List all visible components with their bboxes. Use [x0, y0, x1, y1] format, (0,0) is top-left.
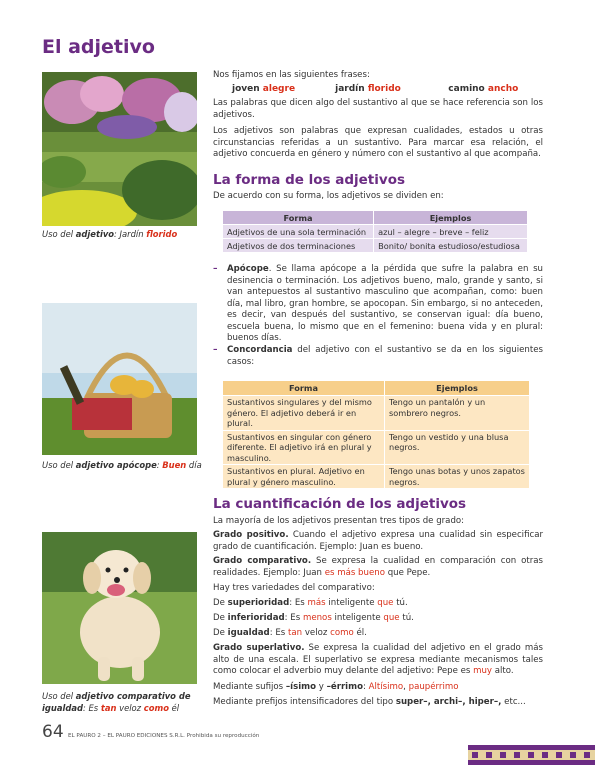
- grado-positivo: Grado positivo. Cuando el adjetivo expresa una cualidad sin especificar grado de cuantificación. Ejemplo: Juan es bueno.: [213, 530, 544, 552]
- intro-examples: [232, 84, 542, 94]
- example-3: camino ancho: [448, 84, 519, 94]
- comparativo-inferioridad: De inferioridad: Es menos inteligente que tú.: [213, 613, 414, 623]
- table-row: [223, 465, 530, 489]
- intro-paragraph-1: Las palabras que dicen algo del sustantivo al que se hace referencia son los adjetivos.: [213, 98, 543, 120]
- forma-table: [222, 210, 528, 253]
- example-2: jardín florido: [335, 84, 401, 94]
- table-cell: Sustantivos en singular con género diferente. El adjetivo irá en plural y masculino.: [223, 430, 385, 465]
- cuantificacion-lead: La mayoría de los adjetivos presentan tres tipos de grado:: [213, 516, 465, 526]
- bullet-dash: –: [213, 345, 218, 355]
- section-heading-cuantificacion: La cuantificación de los adjetivos: [213, 496, 467, 512]
- decorative-border-strip: [468, 745, 595, 765]
- sufijos-line: Mediante sufijos –ísimo y –érrimo: Altísimo, paupérrimo: [213, 682, 459, 692]
- grado-superlativo: Grado superlativo. Se expresa la cualidad del adjetivo en el grado más alto de una escala. El superlativo se expresa mediante mecanismos tales como colocar el adverbio muy delante del adjetivo: Pepe es muy alto.: [213, 643, 543, 676]
- table-cell: Sustantivos singulares y del mismo género. El adjetivo deberá ir en plural.: [223, 396, 385, 431]
- table-cell: Bonito/ bonita estudioso/estudiosa: [374, 239, 528, 253]
- table-cell: Adjetivos de dos terminaciones: [223, 239, 374, 253]
- running-dog-photo: [42, 532, 197, 684]
- table-row: [223, 239, 528, 253]
- page-number: 64: [42, 722, 64, 742]
- example-1: joven alegre: [232, 84, 296, 94]
- comparativo-igualdad: De igualdad: Es tan veloz como él.: [213, 628, 367, 638]
- concordancia-table: [222, 380, 530, 489]
- picnic-basket-photo: [42, 303, 197, 455]
- variedades-line: Hay tres variedades del comparativo:: [213, 583, 375, 593]
- caption-garden: Uso del adjetivo: Jardín florido: [42, 229, 178, 239]
- table-cell: Tengo un vestido y una blusa negros.: [385, 430, 530, 465]
- table-cell: Tengo un pantalón y un sombrero negros.: [385, 396, 530, 431]
- table-cell: Tengo unas botas y unos zapatos negros.: [385, 465, 530, 489]
- table-header: Forma: [223, 381, 385, 396]
- prefijos-line: Mediante prefijos intensificadores del tipo super–, archi–, hiper–, etc...: [213, 697, 526, 707]
- table-cell: Adjetivos de una sola terminación: [223, 225, 374, 239]
- section-heading-forma: La forma de los adjetivos: [213, 172, 405, 188]
- intro-line: Nos fijamos en las siguientes frases:: [213, 70, 370, 80]
- table-row: [223, 225, 528, 239]
- table-header: Ejemplos: [374, 211, 528, 225]
- forma-lead: De acuerdo con su forma, los adjetivos se dividen en:: [213, 191, 444, 201]
- comparativo-superioridad: De superioridad: Es más inteligente que tú.: [213, 598, 408, 608]
- concordancia-paragraph: Concordancia del adjetivo con el sustantivo se da en los siguientes casos:: [227, 345, 544, 367]
- footer-text: EL PAURO 2 – EL PAURO EDICIONES S.R.L. Prohibida su reproducción: [68, 733, 260, 739]
- apocope-paragraph: Apócope. Se llama apócope a la pérdida que sufre la palabra en su desinencia o terminación. Los adjetivos bueno, malo, grande y santo, si van antepuestos al sustantivo masculino que acompañan, como: buen día, mal libro, gran hombre, se apocopan. Sin embargo, si no anteceden, es decir, van después del sustantivo, se conservan igual: día bueno, escuela buena, lo mismo que en el femenino: buena vida y en plural: buenos días.: [227, 264, 544, 343]
- page-title: El adjetivo: [42, 36, 155, 58]
- garden-photo: [42, 72, 197, 226]
- table-cell: Sustantivos en plural. Adjetivo en plural y género masculino.: [223, 465, 385, 489]
- table-row: [223, 430, 530, 465]
- caption-basket: Uso del adjetivo apócope: Buen día: [42, 460, 202, 470]
- table-cell: azul – alegre – breve – feliz: [374, 225, 528, 239]
- bullet-dash: –: [213, 264, 218, 274]
- caption-dog: Uso del adjetivo comparativo de igualdad: Es tan veloz como él: [42, 691, 191, 713]
- intro-paragraph-2: Los adjetivos son palabras que expresan cualidades, estados u otras circunstancias referidas a un sustantivo. Para marcar esa relación, el adjetivo concuerda en género y número con el sustantivo al que acompaña.: [213, 126, 543, 159]
- table-row: [223, 396, 530, 431]
- table-header: Forma: [223, 211, 374, 225]
- grado-comparativo: Grado comparativo. Se expresa la cualidad en comparación con otras realidades. Ejemplo: Juan es más bueno que Pepe.: [213, 556, 544, 578]
- table-header: Ejemplos: [385, 381, 530, 396]
